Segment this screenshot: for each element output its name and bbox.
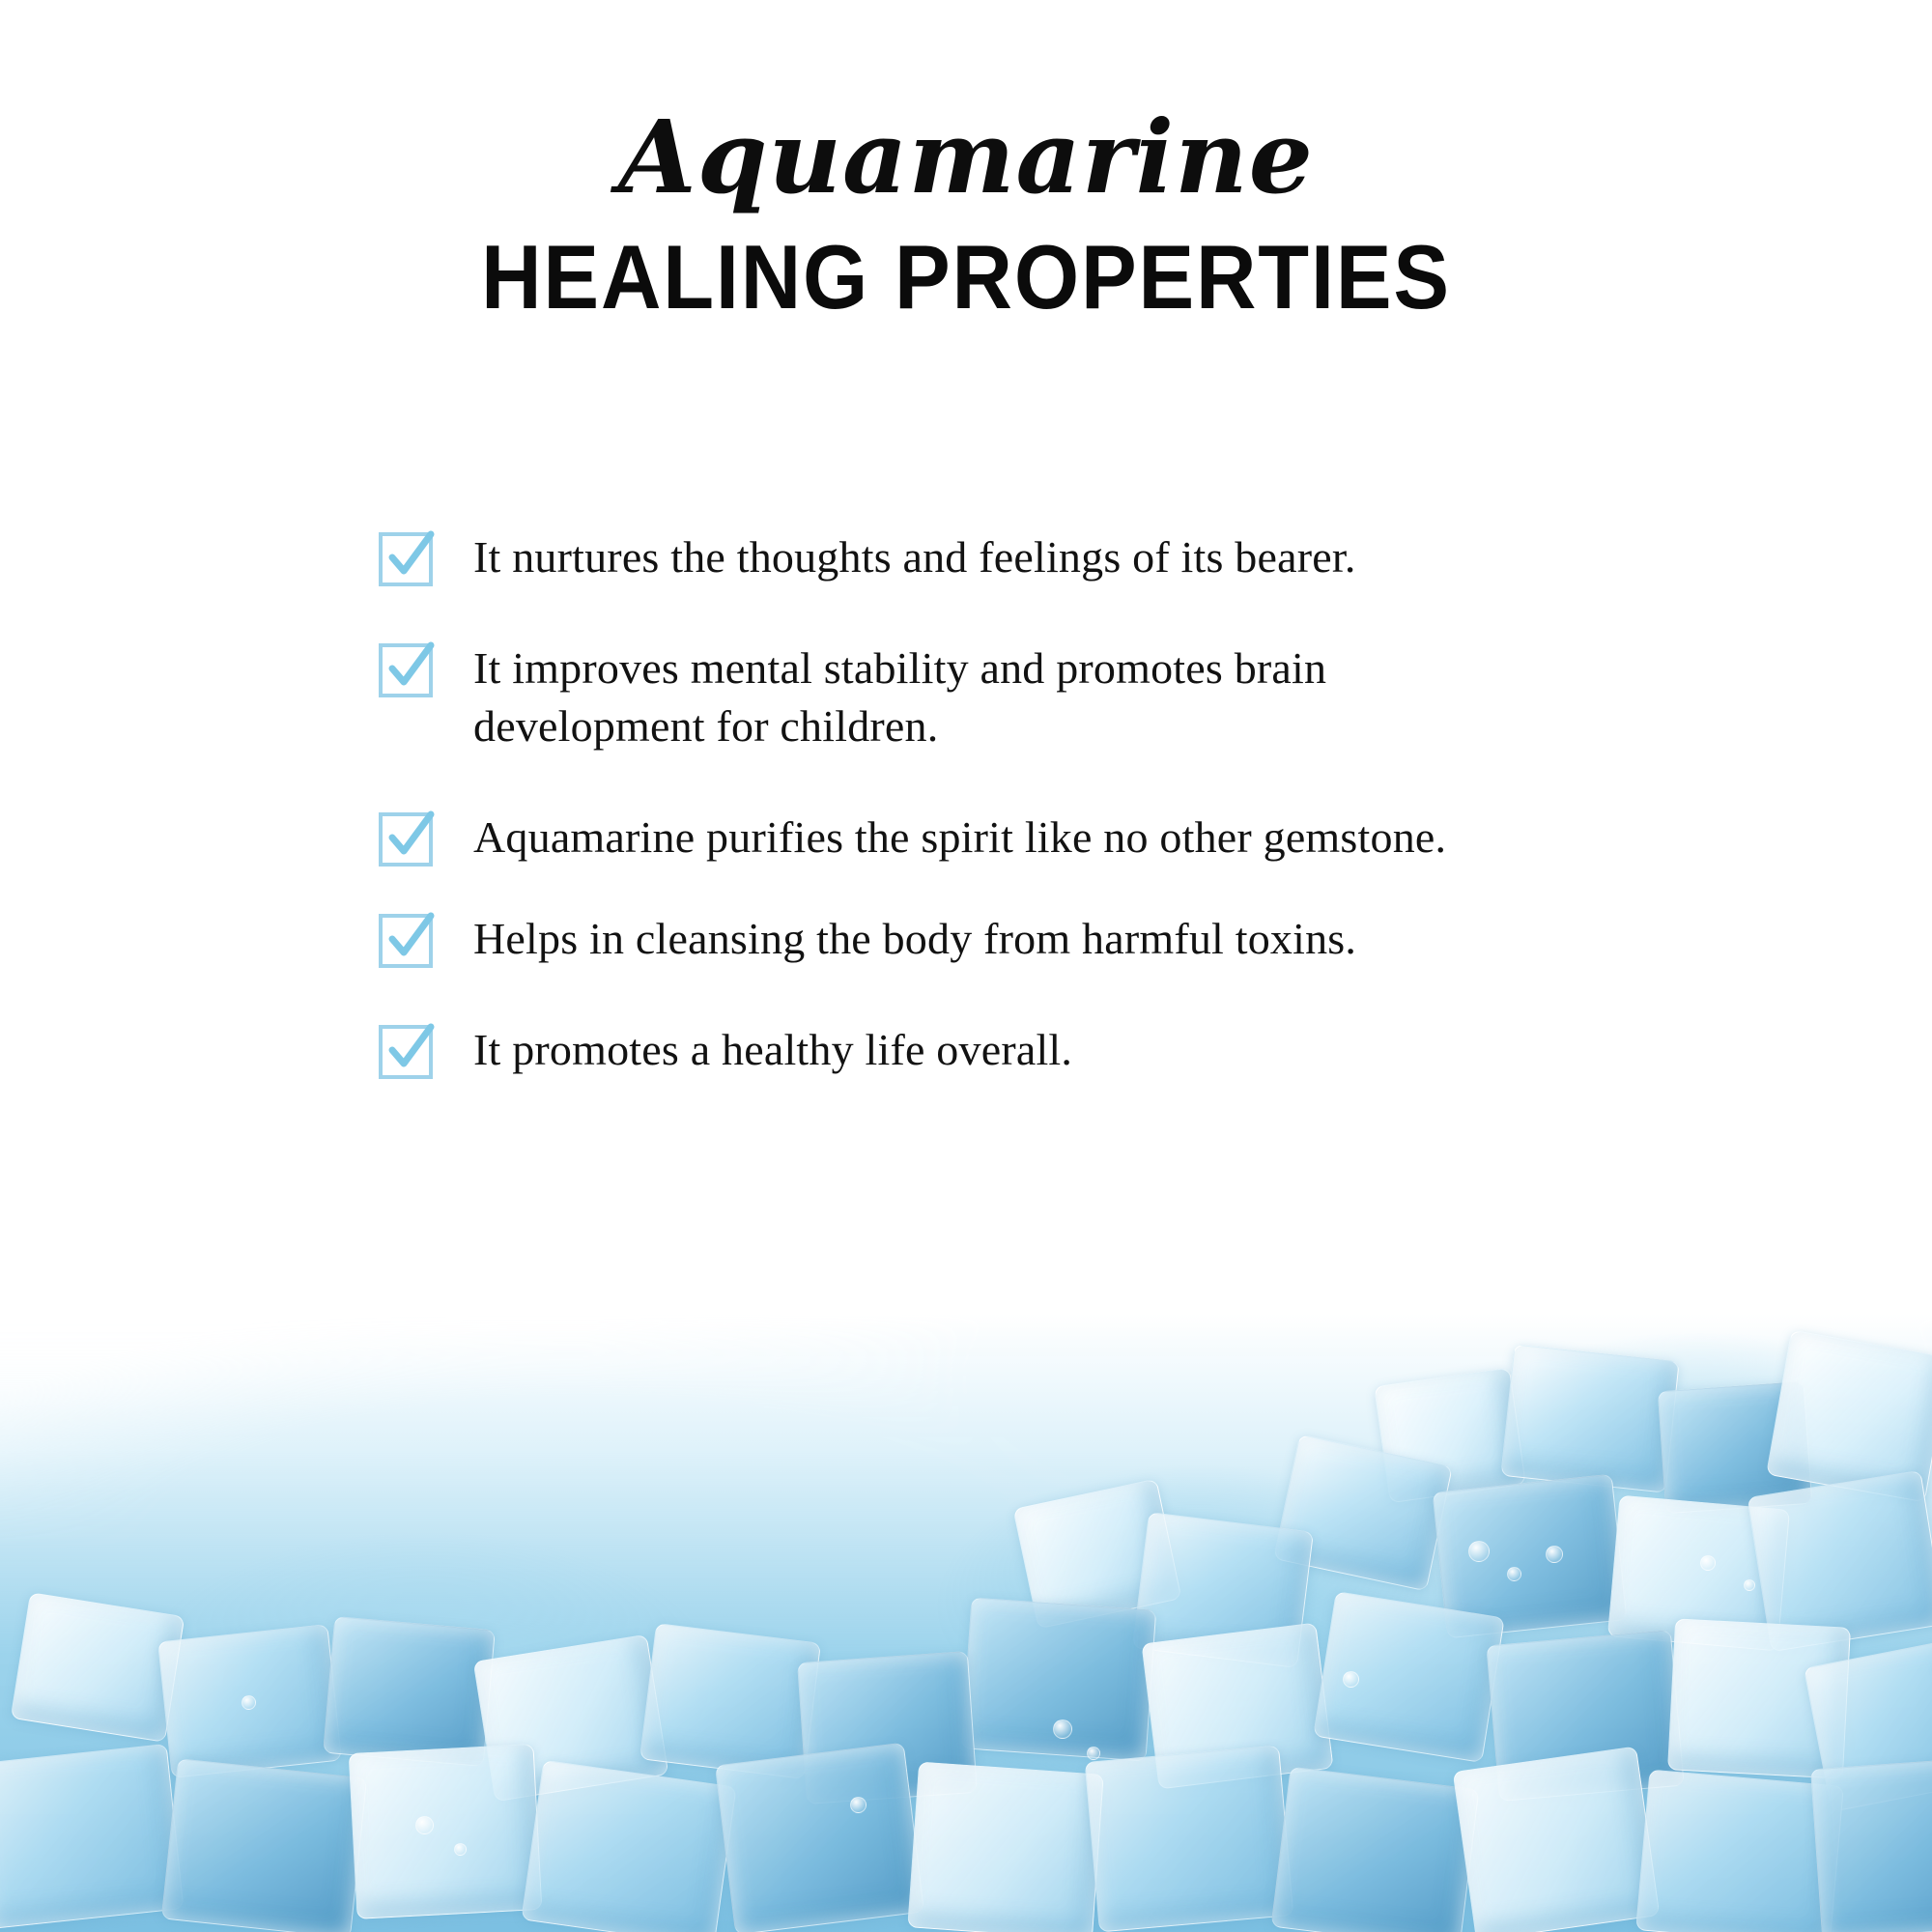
page-title-script: Aquamarine xyxy=(618,98,1314,216)
list-item-label: It improves mental stability and promotes brain development for children. xyxy=(473,642,1327,752)
list-item xyxy=(379,638,1808,756)
checkbox-checked-icon xyxy=(379,812,433,867)
list-item xyxy=(379,526,1808,587)
checkbox-checked-icon xyxy=(379,532,433,586)
list-item-label: Helps in cleansing the body from harmful toxins. xyxy=(473,913,1357,963)
checkbox-checked-icon xyxy=(379,643,433,697)
checkbox-checked-icon xyxy=(379,914,433,968)
ice-cube-cluster xyxy=(0,1314,1932,1932)
list-item xyxy=(379,1019,1808,1080)
ice-cubes-photo xyxy=(0,1314,1932,1932)
page-header xyxy=(0,98,1932,328)
list-item-label: Aquamarine purifies the spirit like no other gemstone. xyxy=(473,812,1447,863)
checkbox-checked-icon xyxy=(379,1025,433,1079)
list-item-label: It nurtures the thoughts and feelings of its bearer. xyxy=(473,532,1356,582)
list-item xyxy=(379,807,1808,867)
page-title: HEALING PROPERTIES xyxy=(481,226,1451,328)
healing-properties-list xyxy=(379,526,1808,1129)
list-item xyxy=(379,908,1808,969)
list-item-label: It promotes a healthy life overall. xyxy=(473,1024,1073,1074)
